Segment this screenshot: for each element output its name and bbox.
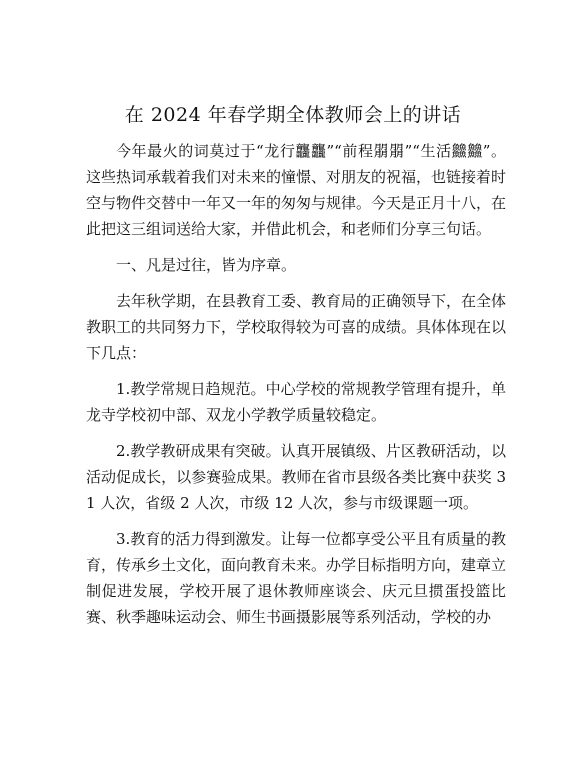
paragraph-point-3: 3.教育的活力得到激发。让每一位都享受公平且有质量的教育，传承乡土文化，面向教育未来。办学目标指明方向，建章立制促进发展，学校开展了退休教师座谈会、庆元旦掼蛋投篮比赛、秋季趣味运动会、师生书画摄影展等系列活动，学校的办 xyxy=(86,530,507,626)
paragraph-achievements-intro: 去年秋学期，在县教育工委、教育局的正确领导下，在全体教职工的共同努力下，学校取得较为可喜的成绩。具体体现在以下几点： xyxy=(86,292,507,362)
document-body xyxy=(86,138,506,640)
paragraph-intro: 今年最火的词莫过于“龙行龘龘”“前程朤朤”“生活䲜䲜”。这些热词承载着我们对未来的憧憬、对朋友的祝福，也链接着时空与物件交替中一年又一年的匆匆与规律。今天是正月十八，在此把这三组词送给大家，并借此机会，和老师们分享三句话。 xyxy=(86,142,507,238)
paragraph-point-1: 1.教学常规日趋规范。中心学校的常规教学管理有提升，单龙寺学校初中部、双龙小学教学质量较稳定。 xyxy=(86,380,506,424)
paragraph-section-heading: 一、凡是过往，皆为序章。 xyxy=(116,256,297,274)
paragraph-point-2: 2.教学教研成果有突破。认真开展镇级、片区教研活动，以活动促成长，以参赛验成果。教师在省市县级各类比赛中获奖 31 人次，省级 2 人次，市级 12 人次，参与市级课题一项。 xyxy=(86,442,506,512)
document-title: 在 2024 年春学期全体教师会上的讲话 xyxy=(124,104,462,126)
